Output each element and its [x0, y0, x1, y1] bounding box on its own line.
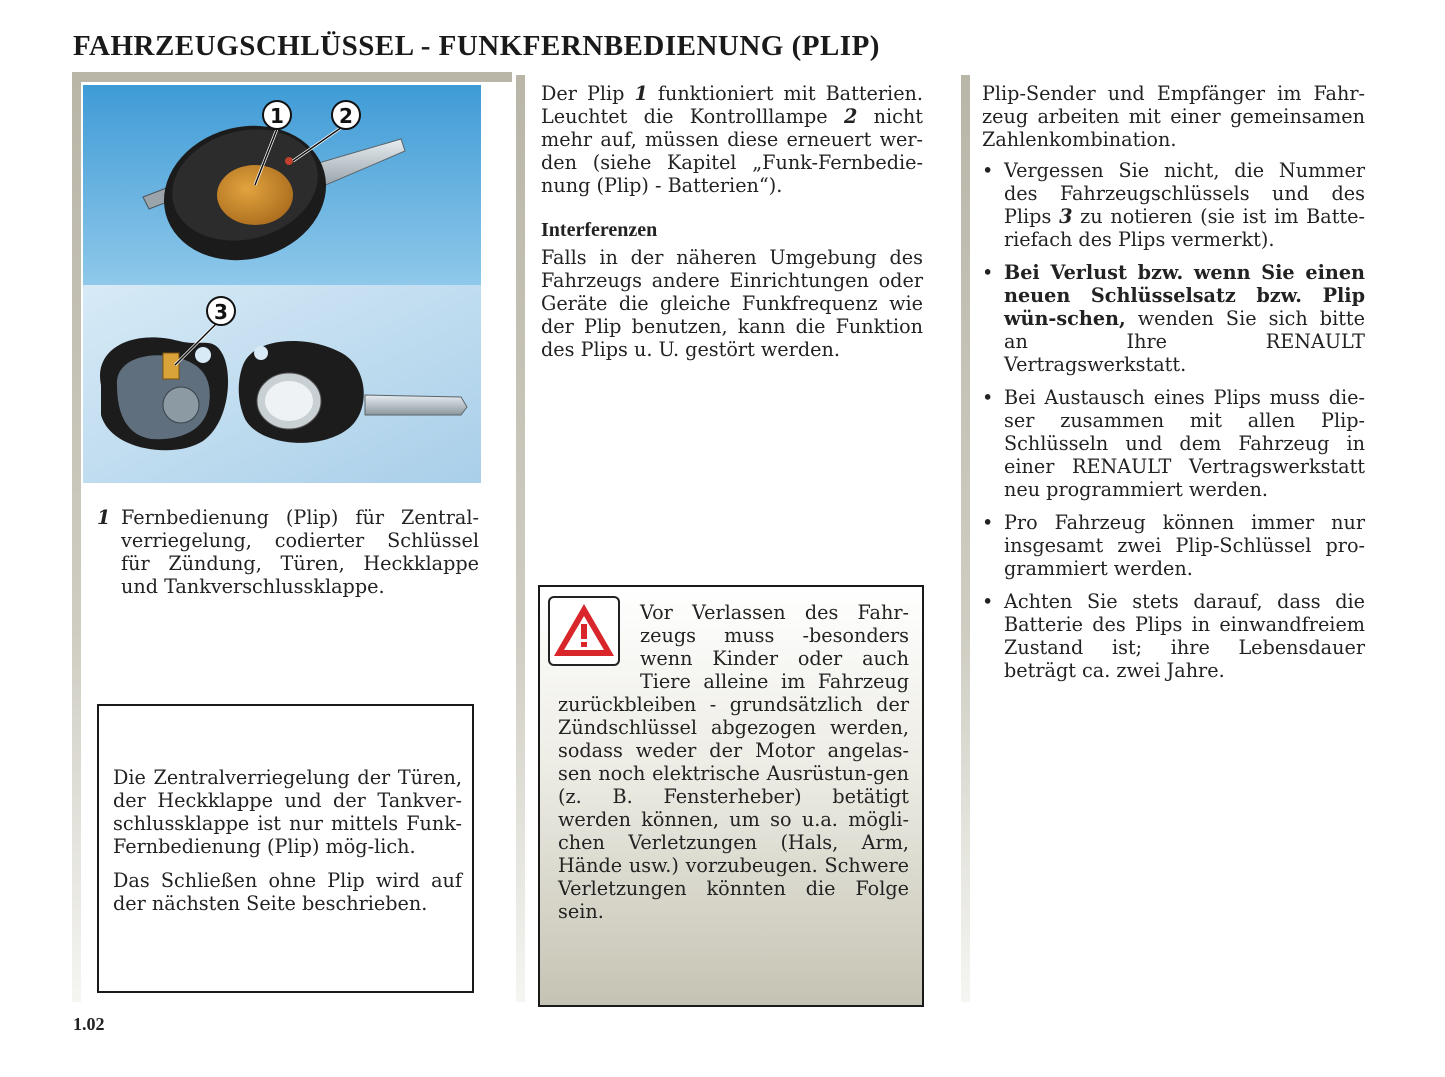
column1-bar [72, 82, 81, 1002]
svg-text:3: 3 [214, 300, 228, 324]
battery-paragraph: Der Plip 1 funktioniert mit Batterien. Leuchtet die Kontrolllampe 2 nicht mehr auf, müssen diese erneuert wer-den (siehe Kapitel „Funk-Fernbedie-nung (Plip) - Batterien“). [541, 82, 924, 197]
callout-3 [207, 297, 235, 325]
title-rule [72, 72, 512, 82]
warning-box [538, 585, 924, 1007]
list-item: • Bei Austausch eines Plips muss die-ser zusammen mit allen Plip-Schlüsseln und dem Fahrzeug in einer RENAULT Vertragswerkstatt neu programmiert werden. [982, 386, 1365, 501]
callout-1 [263, 101, 291, 129]
column-3 [982, 82, 1365, 692]
list-item: • Vergessen Sie nicht, die Nummer des Fahrzeugschlüssels und des Plips 3 zu notieren (sie ist im Batte-riefach des Plips vermerkt). [982, 159, 1365, 251]
key-illustration [83, 85, 481, 483]
key-photo [83, 85, 481, 483]
interference-heading: Interferenzen [541, 219, 658, 241]
svg-text:1: 1 [270, 104, 284, 128]
note-paragraph-2: Das Schließen ohne Plip wird auf der nächsten Seite beschrieben. [113, 869, 462, 915]
page-number: 1.02 [73, 1014, 105, 1034]
list-item: • Pro Fahrzeug können immer nur insgesamt zwei Plip-Schlüssel pro-grammiert werden. [982, 511, 1365, 580]
central-locking-note [97, 704, 474, 993]
callout-2 [332, 101, 360, 129]
note-paragraph-1: Die Zentralverriegelung der Türen, der Heckklappe und der Tankver-schlussklappe ist nur mittels Funk-Fernbedienung (Plip) mög-lich. [113, 766, 462, 858]
plip-bullet-list [982, 159, 1365, 682]
caption-text: Fernbedienung (Plip) für Zentral-verriegelung, codierter Schlüssel für Zündung, Türen, Heckklappe und Tankverschlussklappe. [121, 506, 479, 598]
plip-intro: Plip-Sender und Empfänger im Fahr-zeug arbeiten mit einer gemeinsamen Zahlenkombination. [982, 82, 1365, 151]
column3-bar [961, 75, 970, 1002]
caption-number: 1 [97, 506, 111, 529]
photo-caption [97, 506, 479, 598]
column2-bar [516, 75, 525, 1002]
page-title: FAHRZEUGSCHLÜSSEL - FUNKFERNBEDIENUNG (PLIP) [73, 30, 880, 62]
svg-text:2: 2 [339, 104, 353, 128]
list-item: • Bei Verlust bzw. wenn Sie einen neuen Schlüsselsatz bzw. Plip wün-schen, wenden Sie sich bitte an Ihre RENAULT Vertragswerkstatt. [982, 261, 1365, 376]
warning-text: Vor Verlassen des Fahr-zeugs muss -besonders wenn Kinder oder auch Tiere alleine im Fahrzeug zurückbleiben - grundsätzlich der Zündschlüssel abgezogen werden, sodass weder der Motor angelas-sen noch elektrische Ausrüstun-gen (z. B. Fensterheber) betätigt werden können, um so u.a. mögli-chen Verletzungen (Hals, Arm, Hände usw.) vorzubeugen. Schwere Verletzungen könnten die Folge sein. [558, 601, 909, 923]
column-2 [541, 82, 923, 361]
interference-paragraph: Falls in der näheren Umgebung des Fahrzeugs andere Einrichtungen oder Geräte die gleiche Funkfrequenz wie der Plip benutzen, kann die Funktion des Plips u. U. gestört werden. [541, 246, 923, 361]
list-item: • Achten Sie stets darauf, dass die Batterie des Plips in einwandfreiem Zustand ist; ihre Lebensdauer beträgt ca. zwei Jahre. [982, 590, 1365, 682]
